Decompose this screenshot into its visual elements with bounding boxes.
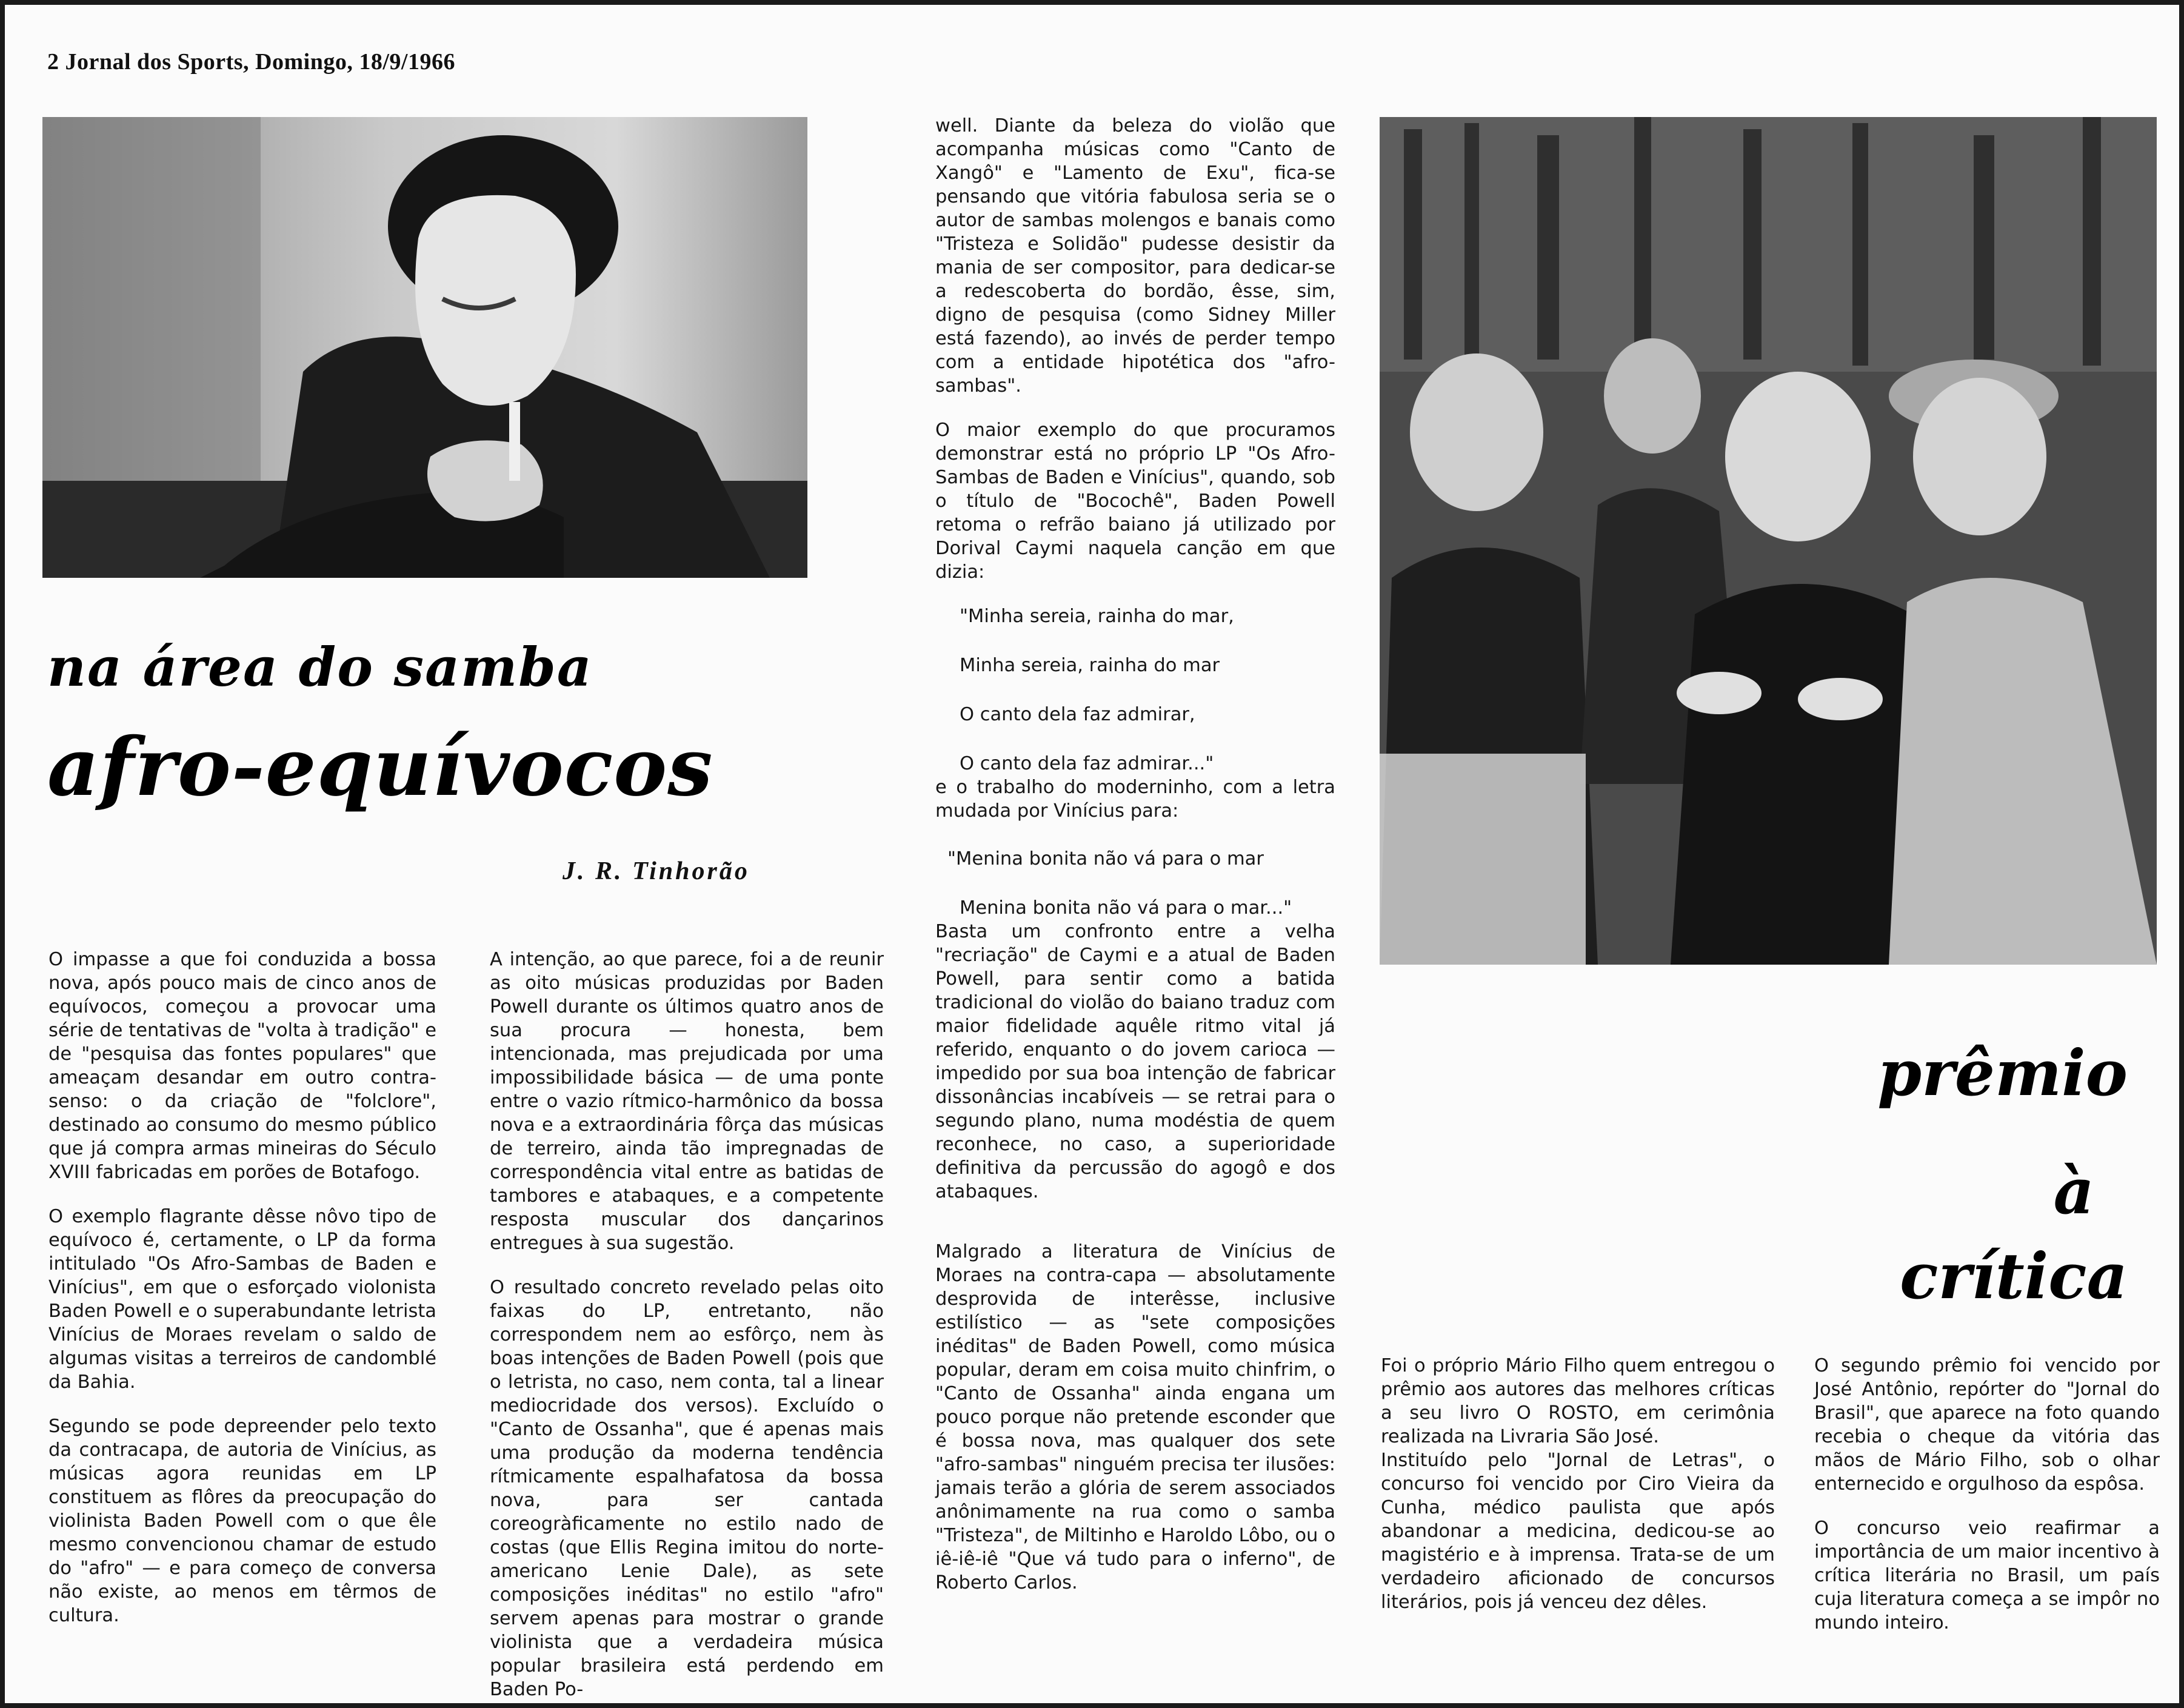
paragraph: well. Diante da beleza do violão que acompanha músicas como "Canto de Xangô" e "Lamento de Exu", fica-se pensando que vitória fabulosa seria se o autor de sambas molengos e banais como "Tristeza e Solidão" pudesse desistir da mania de ser compositor, para dedicar-se a redescoberta do bordão, êsse, sim, digno de pesquisa (como Sidney Miller está fazendo), ao invés de perder tempo com a entidade hipotética dos "afro-sambas". — [935, 115, 1335, 397]
prize-column-2 — [1814, 1354, 2160, 1655]
article-title: afro-equívocos — [47, 720, 713, 814]
paragraph: Basta um confronto entre a velha "recriação" de Caymi e a atual de Baden Powell, para sentir como a batida tradicional do violão do baiano traduz com maior fidelidade aquêle ritmo vital já referido, enquanto o do jovem carioca — impedido por sua boa intenção de fabricar dissonâncias incabíveis — se retrai para o segundo plano, numa modéstia de quem reconhece, no caso, a superioridade definitiva da percussão do agogô e dos atabaques. — [935, 921, 1335, 1202]
paragraph: O exemplo flagrante dêsse nôvo tipo de equívoco é, certamente, o LP da forma intitulado "Os Afro-Sambas de Baden e Vinícius", em que o esforçado violonista Baden Powell e o superabundante letrista Vinícius de Moraes revelam o saldo de algumas visitas a terreiros de candomblé da Bahia. — [48, 1206, 436, 1393]
verse-line: Menina bonita não vá para o mar..." — [960, 897, 1292, 919]
prize-column-1 — [1381, 1354, 1775, 1635]
portrait-photo-graphic — [42, 117, 807, 578]
verse-line: "Menina bonita não vá para o mar — [947, 848, 1264, 869]
paragraph: A intenção, ao que parece, foi a de reunir as oito músicas produzidas por Baden Powell durante os últimos quatro anos de sua procura — honesta, bem intencionada, mas prejudicada por uma impossibilidade básica — de uma ponte entre o vazio rítmico-harmônico da bossa nova e a extraordinária fôrça das músicas de terreiro, ainda tão impregnadas de correspondência vital entre as batidas de tambores e atabaques, e a competente resposta muscular dos dançarinos entregues à sua sugestão. — [490, 949, 884, 1254]
dateline: 2 Jornal dos Sports, Domingo, 18/9/1966 — [47, 49, 455, 75]
paragraph: Instituído pelo "Jornal de Letras", o concurso foi vencido por Ciro Vieira da Cunha, médico paulista que após abandonar a medicina, dedicou-se ao magistério e à imprensa. Trata-se de um verdadeiro aficionado de concursos literários, pois já venceu dez dêles. — [1381, 1450, 1775, 1613]
verse-line: Minha sereia, rainha do mar — [960, 655, 1220, 676]
prize-headline-line-3: crítica — [1900, 1239, 2128, 1313]
paragraph: O segundo prêmio foi vencido por José Antônio, repórter do "Jornal do Brasil", que aparece na foto quando recebia o cheque da vitória das mãos de Mário Filho, sob o olhar enternecido e orgulhoso da espôsa. — [1814, 1355, 2160, 1495]
paragraph: e o trabalho do moderninho, com a letra mudada por Vinícius para: — [935, 777, 1335, 822]
paragraph: Foi o próprio Mário Filho quem entregou o prêmio aos autores das melhores críticas a seu livro O ROSTO, em cerimônia realizada na Livraria São José. — [1381, 1355, 1775, 1447]
article-column-2 — [490, 948, 884, 1708]
article-byline: J. R. Tinhorão — [563, 857, 750, 885]
paragraph: O concurso veio reafirmar a importância de um maior incentivo à crítica literária no Brasil, um país cuja literatura começa a se impôr no mundo inteiro. — [1814, 1518, 2160, 1633]
verse-line: O canto dela faz admirar..." — [960, 753, 1214, 774]
article-column-1 — [48, 948, 436, 1648]
paragraph: O maior exemplo do que procuramos demonstrar está no próprio LP "Os Afro-Sambas de Baden e Vinícius", quando, sob o título de "Bocochê", Baden Powell retoma o refrão baiano já utilizado por Dorival Caymi naquela canção em que dizia: — [935, 420, 1335, 583]
article-column-3 — [935, 114, 1335, 1615]
paragraph: O impasse a que foi conduzida a bossa nova, após pouco mais de cinco anos de equívocos, começou a provocar uma série de tentativas de "volta à tradição" e de "pesquisa das fontes populares" que ameaçam desandar em outro contra-senso: o da criação de "folclore", destinado ao consumo do mesmo público que já compra armas mineiras do Século XVIII fabricadas em porões de Botafogo. — [48, 949, 436, 1183]
paragraph: Malgrado a literatura de Vinícius de Moraes na contra-capa — absolutamente desprovida de interêsse, inclusive estilístico — as "sete composições inéditas" de Baden Powell, como música popular, deram em coisa muito chinfrim, o "Canto de Ossanha" ainda engana um pouco porque não pretende esconder que é bossa nova, mas qualquer dos sete "afro-sambas" ninguém precisa ter ilusões: jamais terão a glória de serem associados anônimamente na rua como o samba "Tristeza", de Miltinho e Haroldo Lôbo, ou o iê-iê-iê "Que vá tudo para o inferno", de Roberto Carlos. — [935, 1241, 1335, 1593]
prize-headline-line-1: prêmio — [1877, 1036, 2128, 1110]
photo-portrait — [42, 117, 807, 578]
paragraph: Segundo se pode depreender pelo texto da contracapa, de autoria de Vinícius, as músicas agora reunidas em LP constituem as flôres da preocupação do violinista Baden Powell com o que êle mesmo convencionou chamar de estudo do "afro" — e para começo de conversa não existe, ao menos em têrmos de cultura. — [48, 1416, 436, 1626]
verse-line: O canto dela faz admirar, — [960, 704, 1195, 725]
paragraph: O resultado concreto revelado pelas oito faixas do LP, entretanto, não correspondem nem ao esfôrço, nem às boas intenções de Baden Powell (pois que o letrista, no caso, nem conta, tal a linear mediocridade dos versos). Excluído o "Canto de Ossanha", que é apenas mais uma produção da moderna tendência rítmicamente espalhafatosa da bossa nova, para ser cantada coreogràficamente no estilo nado de costas (que Ellis Regina imitou do norte-americano Lenie Dale), as sete composições inéditas" no estilo "afro" servem apenas para mostrar o grande violinista que a verdadeira música popular brasileira está perdendo em Baden Po- — [490, 1277, 884, 1700]
prize-headline-line-2: à — [2053, 1154, 2094, 1228]
photo-ceremony — [1380, 117, 2157, 965]
ceremony-photo-graphic — [1380, 117, 2157, 965]
article-kicker: na área do samba — [47, 635, 593, 698]
verse-line: "Minha sereia, rainha do mar, — [960, 606, 1234, 627]
